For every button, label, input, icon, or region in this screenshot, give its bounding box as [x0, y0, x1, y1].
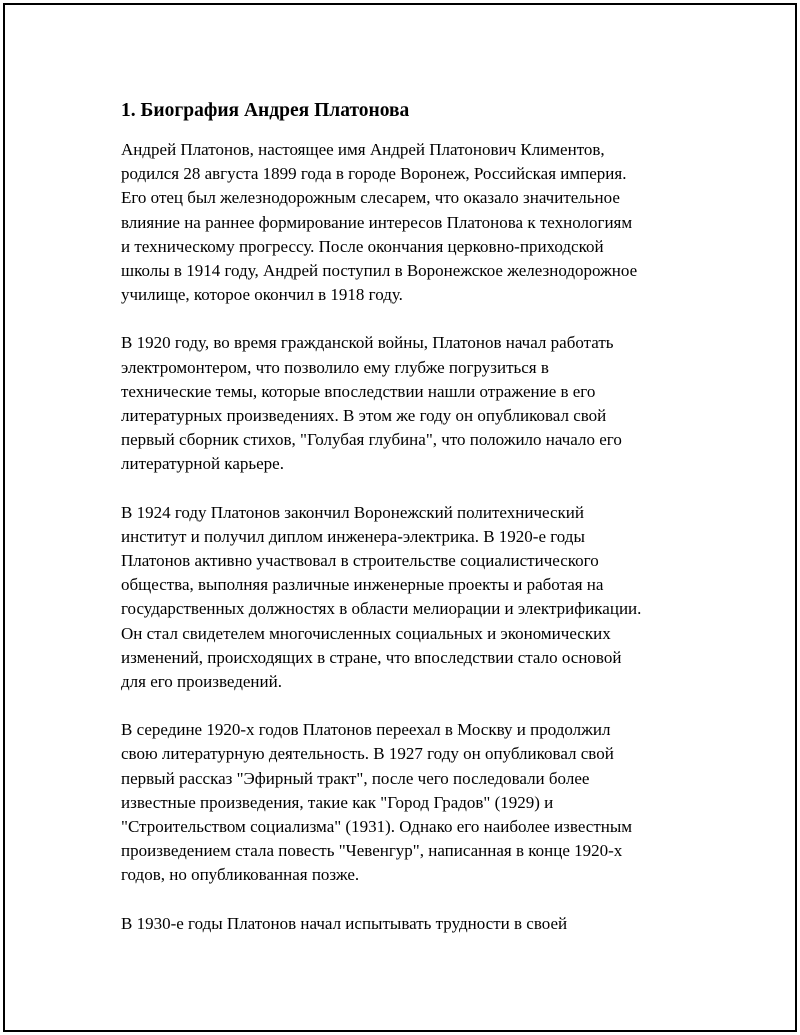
text-line: электромонтером, что позволило ему глубже погрузиться в [121, 357, 549, 377]
paragraph-3 [121, 501, 701, 695]
text-line: училище, которое окончил в 1918 году. [121, 285, 403, 305]
text-line: В середине 1920-х годов Платонов переехал в Москву и продолжил [121, 720, 611, 740]
section-heading: 1. Биография Андрея Платонова [121, 100, 410, 121]
text-line: родился 28 августа 1899 года в городе Воронеж, Российская империя. [121, 164, 627, 184]
text-line: Он стал свидетелем многочисленных социальных и экономических [121, 623, 611, 643]
text-line: государственных должностях в области мелиорации и электрификации. [121, 599, 642, 619]
text-line: технические темы, которые впоследствии нашли отражение в его [121, 381, 596, 401]
paragraph-1 [121, 138, 701, 307]
text-line: общества, выполняя различные инженерные проекты и работая на [121, 575, 604, 595]
text-line: В 1930-е годы Платонов начал испытывать трудности в своей [121, 913, 568, 933]
paragraph-5 [121, 912, 701, 936]
text-line: известные произведения, такие как "Город Градов" (1929) и [121, 792, 554, 812]
text-line: годов, но опубликованная позже. [121, 865, 360, 885]
text-line: В 1924 году Платонов закончил Воронежский политехнический [121, 502, 584, 522]
text-line: В 1920 году, во время гражданской войны, Платонов начал работать [121, 333, 614, 353]
text-line: первый рассказ "Эфирный тракт", после чего последовали более [121, 768, 590, 788]
text-line: институт и получил диплом инженера-электрика. В 1920-е годы [121, 526, 585, 546]
text-line: для его произведений. [121, 672, 282, 692]
text-line: влияние на раннее формирование интересов Платонова к технологиям [121, 212, 633, 232]
text-line: Его отец был железнодорожным слесарем, что оказало значительное [121, 188, 620, 208]
text-line: литературных произведениях. В этом же году он опубликовал свой [121, 406, 607, 426]
paragraph-2 [121, 331, 701, 476]
text-line: "Строительством социализма" (1931). Однако его наиболее известным [121, 817, 633, 837]
text-line: школы в 1914 году, Андрей поступил в Воронежское железнодорожное [121, 261, 638, 281]
text-line: Андрей Платонов, настоящее имя Андрей Платонович Климентов, [121, 140, 605, 159]
text-line: первый сборник стихов, "Голубая глубина", что положило начало его [121, 430, 622, 450]
document-body [121, 98, 701, 960]
text-line: Платонов активно участвовал в строительстве социалистического [121, 551, 599, 571]
page-frame [3, 3, 797, 1032]
text-line: литературной карьере. [121, 454, 284, 474]
text-line: и техническому прогрессу. После окончания церковно-приходской [121, 236, 604, 256]
text-line: свою литературную деятельность. В 1927 году он опубликовал свой [121, 744, 614, 764]
text-line: изменений, происходящих в стране, что впоследствии стало основой [121, 647, 622, 667]
paragraph-4 [121, 718, 701, 887]
text-line: произведением стала повесть "Чевенгур", написанная в конце 1920-х [121, 841, 623, 861]
